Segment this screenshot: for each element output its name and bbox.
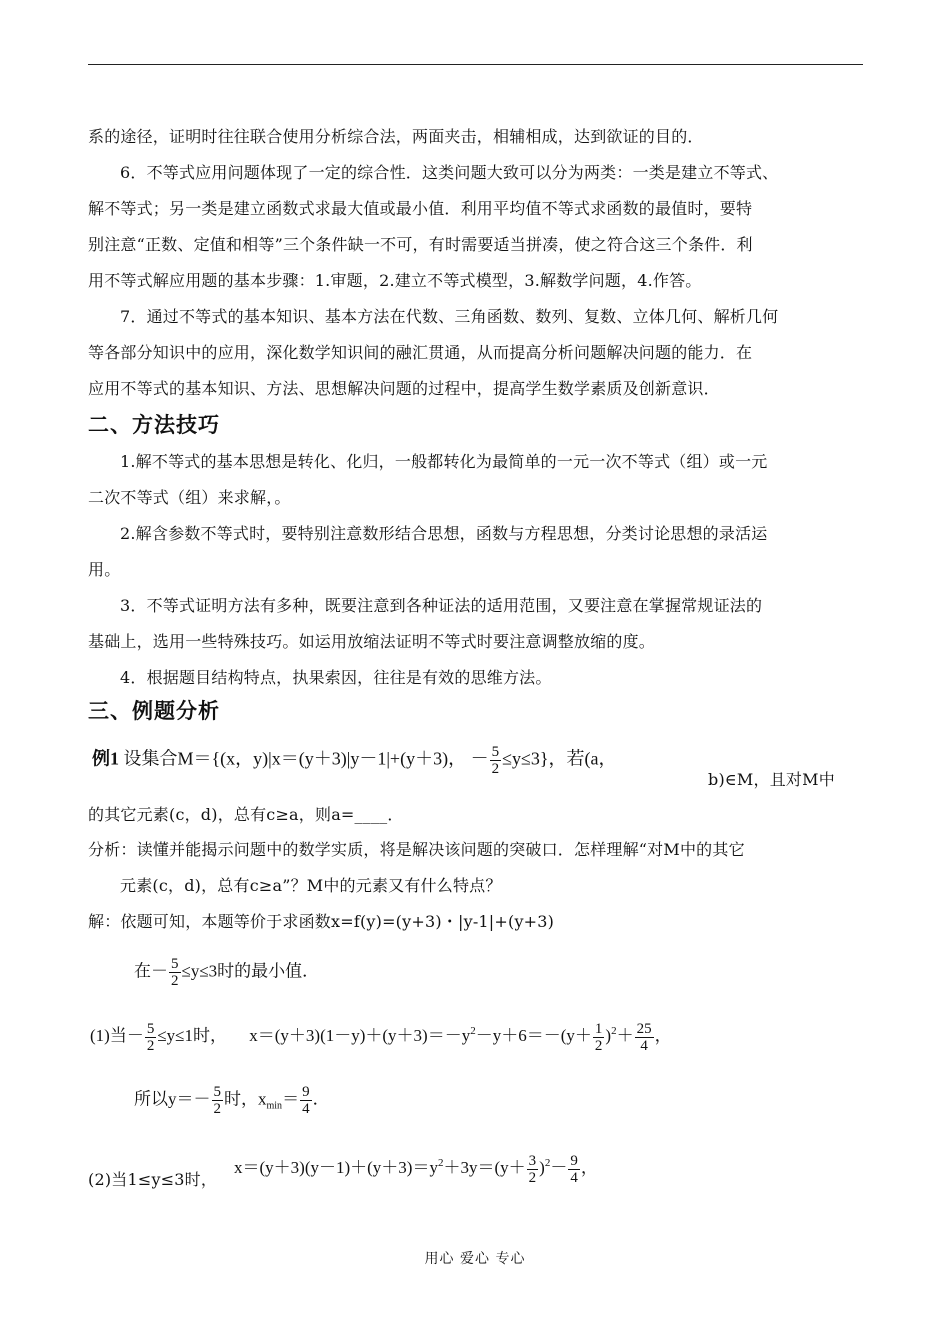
fraction-5-2: $\frac{5}{2}$ bbox=[146, 1020, 155, 1054]
case-2-label: (2)当1≤y≤3时， bbox=[88, 1170, 218, 1189]
paragraph-line: 应用不等式的基本知识、方法、思想解决问题的过程中，提高学生数学素质及创新意识． bbox=[88, 379, 720, 398]
solution-line: 解：依题可知，本题等价于求函数x=f(y)=(y+3)・|y-1|+(y+3) bbox=[88, 912, 555, 931]
paragraph-line: 用不等式解应用题的基本步骤：1.审题，2.建立不等式模型，3.解数学问题，4.作答。 bbox=[88, 271, 702, 290]
fraction-9-4: $\frac{9}{4}$ bbox=[302, 1084, 310, 1117]
section-heading: 二、方法技巧 bbox=[88, 412, 220, 437]
solution-range: 在－ $\frac{5}{2}$ ≤y≤3时的最小值． bbox=[134, 956, 320, 989]
case-1-result: 所以y＝－ $\frac{5}{2}$ 时，$x_{min}=$ $\frac{9}{4}$ ． bbox=[134, 1084, 330, 1117]
fraction-25-4: $\frac{25}{4}$ bbox=[636, 1020, 652, 1054]
fraction-5-2: $\frac{5}{2}$ bbox=[491, 744, 500, 777]
example-label: 例1 bbox=[92, 748, 119, 769]
analysis-line: 元素(c，d)，总有c≥a”？M中的元素又有什么特点？ bbox=[120, 876, 502, 895]
paragraph-line: 二次不等式（组）来求解，。 bbox=[88, 488, 291, 507]
fraction-9-4: $\frac{9}{4}$ bbox=[570, 1152, 578, 1186]
fraction-5-2: $\frac{5}{2}$ bbox=[171, 956, 179, 989]
paragraph-line: 系的途径，证明时往往联合使用分析综合法，两面夹击，相辅相成，达到欲证的目的． bbox=[88, 127, 704, 146]
fraction-1-2: $\frac{1}{2}$ bbox=[594, 1020, 603, 1054]
paragraph-line: 基础上，选用一些特殊技巧。如运用放缩法证明不等式时要注意调整放缩的度。 bbox=[88, 632, 656, 651]
paragraph-line: 别注意“正数、定值和相等”三个条件缺一不可，有时需要适当拼凑，使之符合这三个条件．利 bbox=[88, 235, 753, 254]
header-rule bbox=[88, 64, 863, 65]
paragraph-line: 6．不等式应用问题体现了一定的综合性．这类问题大致可以分为两类：一类是建立不等式、 bbox=[120, 163, 779, 182]
case-1-equation: (1)当－ $\frac{5}{2}$ ≤y≤1时， $x=(y+3)(1-y)+(y+3)=-y^2-y+6=-(y+$ $\frac{1}{2}$ )$^2$＋ $\frac{25}{4}$ ， bbox=[90, 1020, 672, 1054]
example-1-tail: b)∈M，且对M中 bbox=[708, 770, 835, 789]
example-1-statement: 例1 设集合M＝{(x，y)|x＝(y＋3)|y－1|+(y＋3)， － $\frac{5}{2}$ ≤y≤3}，若(a， bbox=[92, 744, 617, 777]
paragraph-line: 1.解不等式的基本思想是转化、化归，一般都转化为最简单的一元一次不等式（组）或一元 bbox=[120, 452, 768, 471]
section-heading: 三、例题分析 bbox=[88, 698, 220, 723]
fraction-3-2: $\frac{3}{2}$ bbox=[528, 1152, 537, 1186]
paragraph-line: 7．通过不等式的基本知识、基本方法在代数、三角函数、数列、复数、立体几何、解析几何 bbox=[120, 307, 779, 326]
fraction-5-2: $\frac{5}{2}$ bbox=[213, 1084, 221, 1117]
paragraph-line: 等各部分知识中的应用，深化数学知识间的融汇贯通，从而提高分析问题解决问题的能力．在 bbox=[88, 343, 753, 362]
paragraph-line: 解不等式；另一类是建立函数式求最大值或最小值．利用平均值不等式求函数的最值时，要特 bbox=[88, 199, 753, 218]
page-footer: 用心 爱心 专心 bbox=[424, 1251, 526, 1267]
paragraph-line: 3．不等式证明方法有多种，既要注意到各种证法的适用范围，又要注意在掌握常规证法的 bbox=[120, 596, 763, 615]
paragraph-line: 4．根据题目结构特点，执果索因，往往是有效的思维方法。 bbox=[120, 668, 552, 687]
paragraph-line: 用。 bbox=[88, 560, 121, 579]
analysis-line: 分析：读懂并能揭示问题中的数学实质，将是解决该问题的突破口．怎样理解“对M中的其它 bbox=[88, 840, 745, 859]
paragraph-line: 2.解含参数不等式时，要特别注意数形结合思想，函数与方程思想，分类讨论思想的录活运 bbox=[120, 524, 768, 543]
paragraph-line: 的其它元素(c，d)，总有c≥a，则a=____． bbox=[88, 805, 404, 824]
case-2-equation: $x=(y+3)(y-1)+(y+3)=y^2+3y=(y+$ $\frac{3}{2}$ )$^2$－ $\frac{9}{4}$ ， bbox=[234, 1152, 598, 1186]
